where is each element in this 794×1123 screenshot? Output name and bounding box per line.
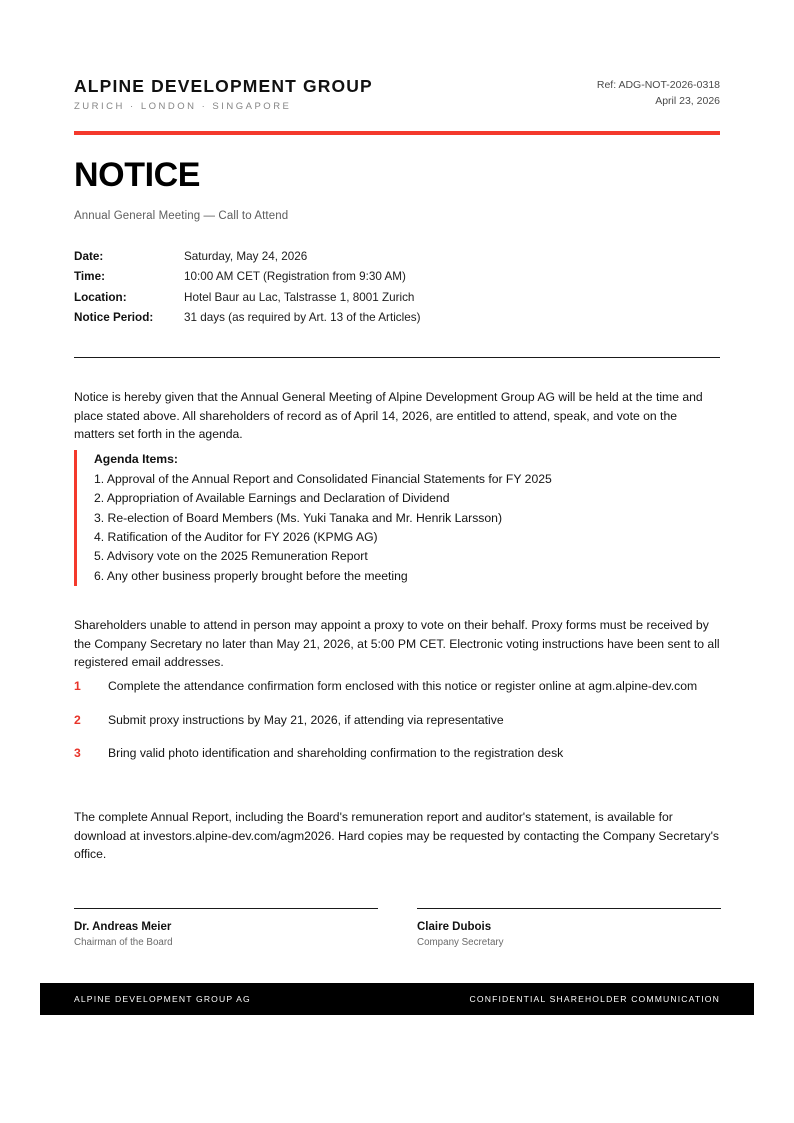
intro-paragraph: Notice is hereby given that the Annual General Meeting of Alpine Development Group AG will be held at the time and place stated above. All shareholders of record as of April 14, 2026, are entitled to attend, speak, and vote on the matters set forth in the agenda. bbox=[74, 390, 703, 442]
list-item bbox=[74, 677, 720, 696]
report-availability-paragraph: The complete Annual Report, including the Board's remuneration report and auditor's statement, is available for download at investors.alpine-dev.com/agm2026. Hard copies may be requested by contacting the Company Secretary's office. bbox=[74, 810, 720, 862]
meeting-details-table bbox=[74, 250, 720, 332]
table-row bbox=[74, 270, 720, 290]
accent-rule bbox=[74, 131, 720, 135]
action-steps-list bbox=[74, 677, 720, 763]
detail-label-location: Location: bbox=[74, 290, 127, 304]
signature-secretary bbox=[417, 908, 721, 950]
list-item: 2. Appropriation of Available Earnings and Declaration of Dividend bbox=[94, 491, 450, 506]
step-number: 1 bbox=[74, 679, 81, 693]
agenda-heading: Agenda Items: bbox=[94, 452, 178, 466]
detail-value-date: Saturday, May 24, 2026 bbox=[184, 250, 308, 263]
list-item: 6. Any other business properly brought before the meeting bbox=[94, 568, 408, 583]
list-item: 1. Approval of the Annual Report and Consolidated Financial Statements for FY 2025 bbox=[94, 471, 552, 486]
list-item bbox=[74, 711, 720, 730]
detail-label-notice-period: Notice Period: bbox=[74, 311, 154, 325]
table-row bbox=[74, 311, 720, 331]
signature-line bbox=[417, 908, 721, 909]
footer-confidentiality-notice: CONFIDENTIAL SHAREHOLDER COMMUNICATION bbox=[469, 994, 720, 1004]
document-meta bbox=[597, 76, 720, 110]
agenda-callout bbox=[74, 450, 720, 586]
list-item: 5. Advisory vote on the 2025 Remuneration Report bbox=[94, 549, 368, 564]
proxy-paragraph: Shareholders unable to attend in person may appoint a proxy to vote on their behalf. Proxy forms must be received by the Company Secretary no later than May 21, 2026, at 5:00 PM CET. Electronic voting instructions have been sent to all registered email addresses. bbox=[74, 618, 720, 670]
step-text: Complete the attendance confirmation form enclosed with this notice or register online at agm.alpine-dev.com bbox=[108, 679, 698, 693]
list-item: 3. Re-election of Board Members (Ms. Yuki Tanaka and Mr. Henrik Larsson) bbox=[94, 510, 503, 525]
detail-value-notice-period: 31 days (as required by Art. 13 of the Articles) bbox=[184, 311, 421, 325]
step-number: 2 bbox=[74, 712, 81, 727]
signature-chairman bbox=[74, 908, 378, 950]
brand-block bbox=[74, 76, 373, 112]
document-reference: Ref: ADG-NOT-2026-0318 bbox=[596, 79, 720, 91]
list-item bbox=[74, 744, 720, 763]
letterhead bbox=[74, 76, 720, 112]
footer-bar bbox=[40, 983, 754, 1015]
table-row bbox=[74, 291, 720, 311]
footer-company-name: ALPINE DEVELOPMENT GROUP AG bbox=[74, 994, 251, 1004]
page-subtitle: Annual General Meeting — Call to Attend bbox=[74, 210, 289, 222]
signature-block bbox=[74, 908, 720, 950]
step-text: Bring valid photo identification and shareholding confirmation to the registration desk bbox=[108, 746, 564, 761]
signatory-name: Dr. Andreas Meier bbox=[74, 921, 172, 933]
agenda-list bbox=[94, 470, 720, 586]
detail-value-time: 10:00 AM CET (Registration from 9:30 AM) bbox=[184, 270, 406, 284]
page-title: NOTICE bbox=[74, 156, 201, 194]
table-row bbox=[74, 250, 720, 270]
company-name: ALPINE DEVELOPMENT GROUP bbox=[74, 76, 373, 96]
detail-label-date: Date: bbox=[74, 250, 104, 263]
signatory-role: Chairman of the Board bbox=[74, 936, 173, 948]
company-locations: ZURICH · LONDON · SINGAPORE bbox=[74, 101, 292, 113]
signature-line bbox=[74, 908, 378, 909]
detail-value-location: Hotel Baur au Lac, Talstrasse 1, 8001 Zurich bbox=[184, 290, 415, 304]
step-text: Submit proxy instructions by May 21, 2026, if attending via representative bbox=[108, 712, 504, 727]
section-divider bbox=[74, 357, 720, 358]
meeting-details-body bbox=[74, 250, 720, 332]
detail-label-time: Time: bbox=[74, 270, 105, 284]
step-number: 3 bbox=[74, 746, 81, 761]
signatory-name: Claire Dubois bbox=[417, 921, 492, 933]
document-date: April 23, 2026 bbox=[655, 94, 720, 107]
signatory-role: Company Secretary bbox=[417, 936, 504, 948]
list-item: 4. Ratification of the Auditor for FY 2026 (KPMG AG) bbox=[94, 530, 378, 545]
